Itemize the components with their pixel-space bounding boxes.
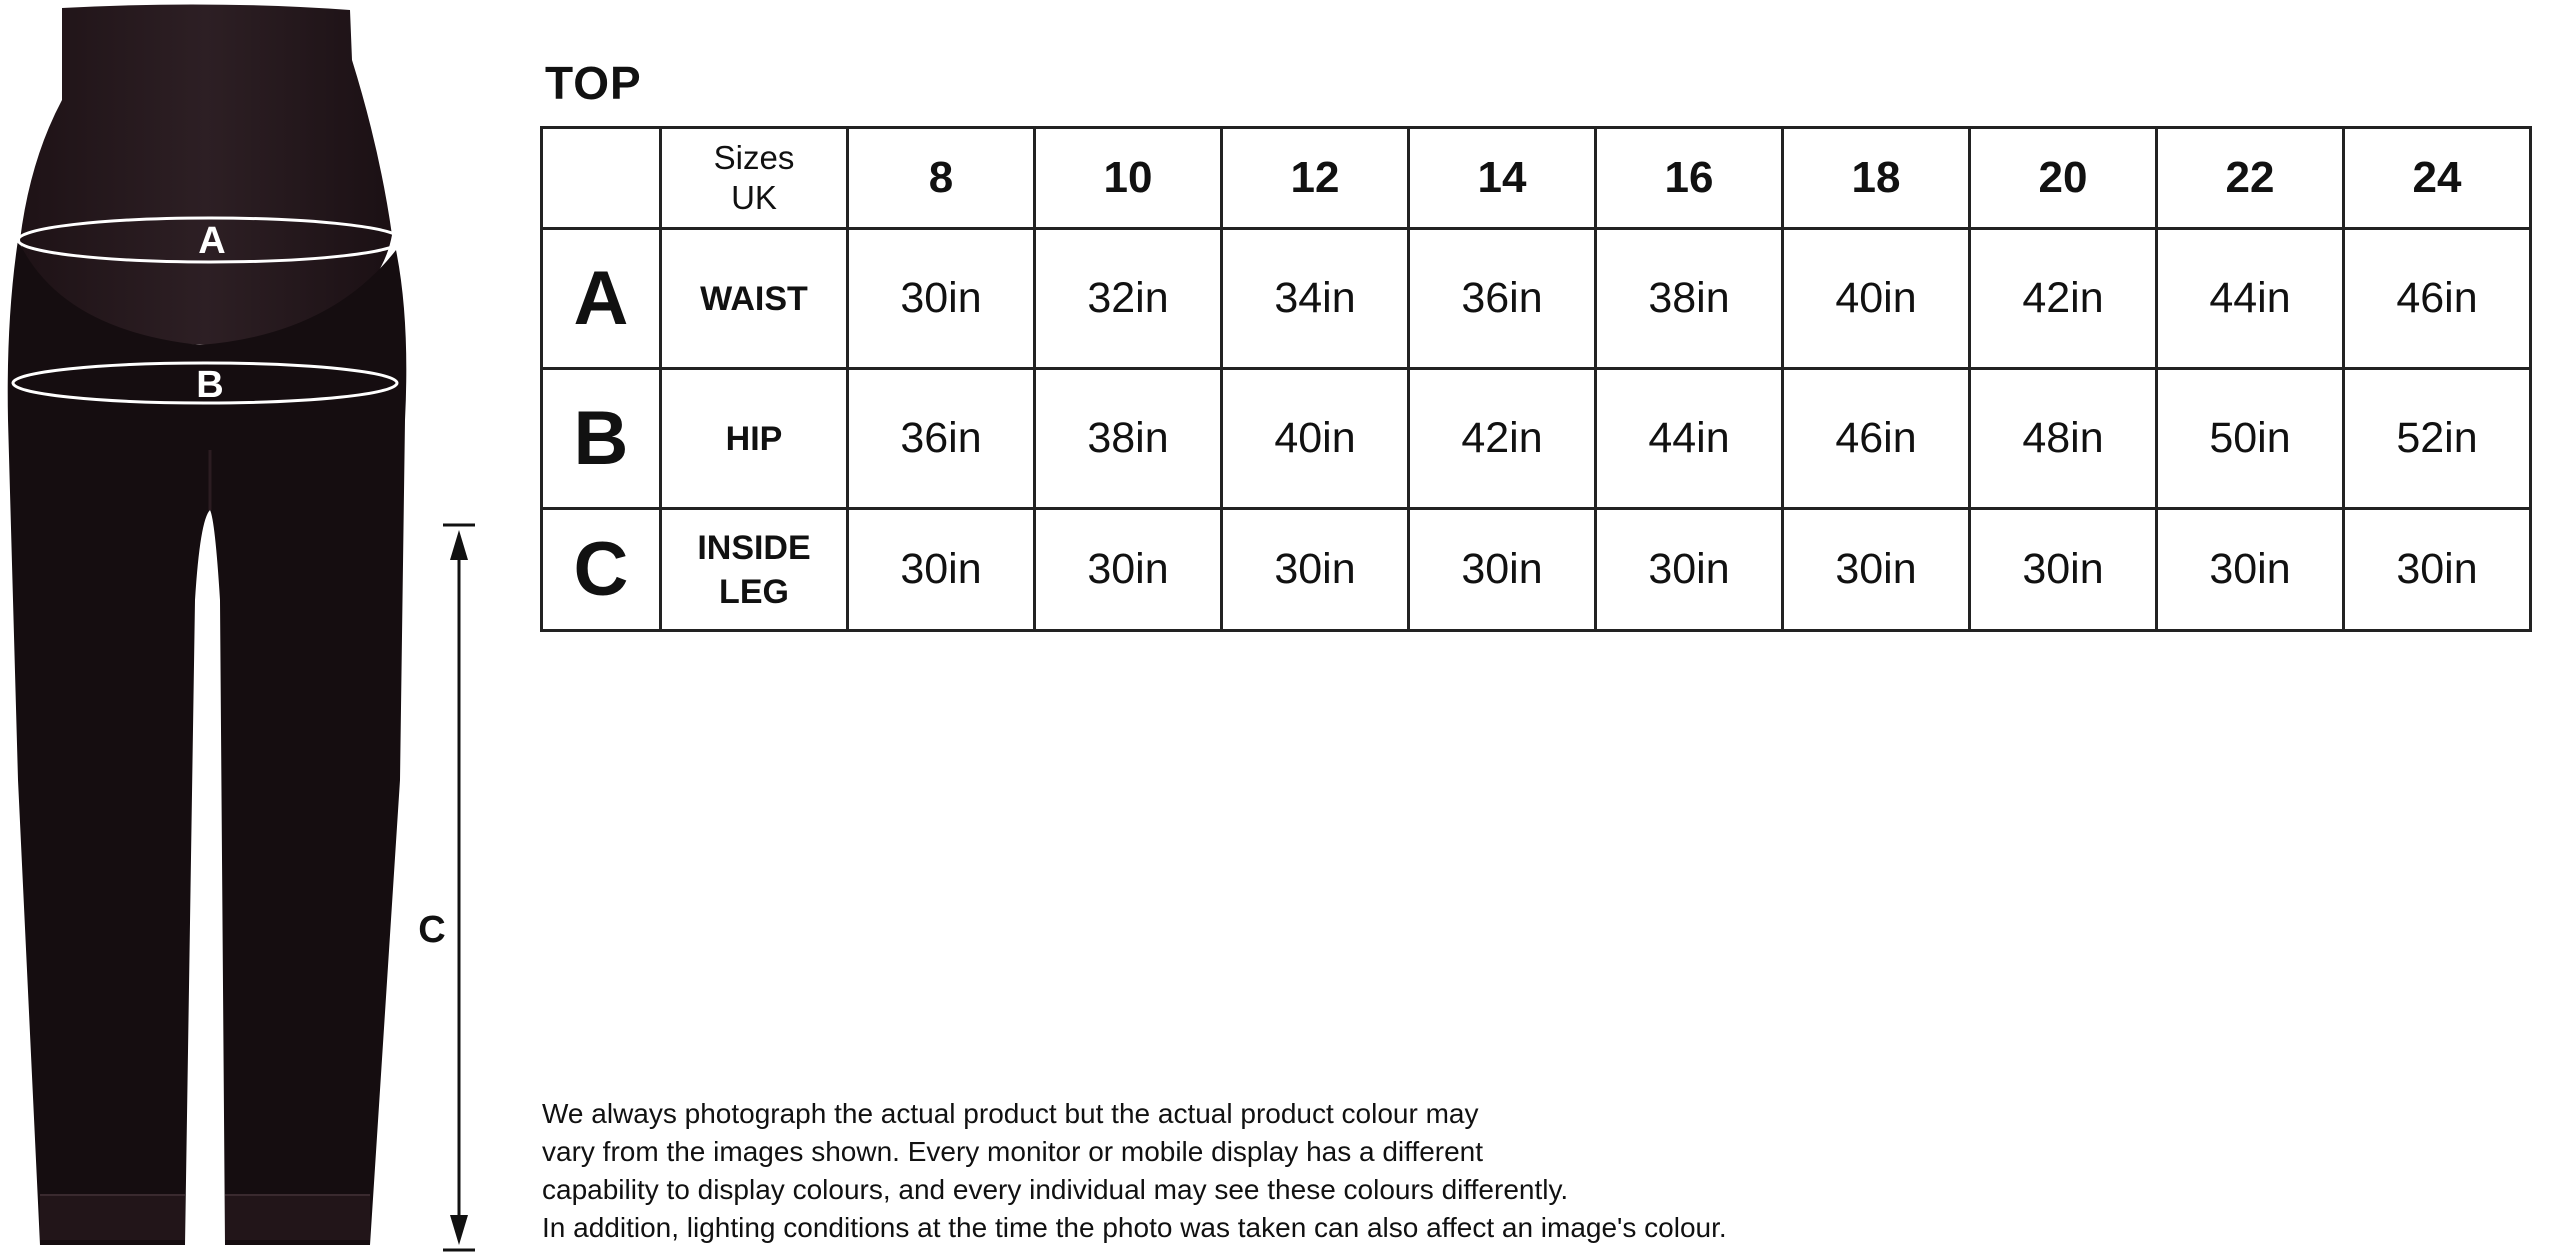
table-cell: 42in <box>1970 229 2157 369</box>
table-row-hip <box>542 369 2531 509</box>
table-cell: 40in <box>1222 369 1409 509</box>
corner-cell <box>542 128 661 229</box>
table-cell: 50in <box>2157 369 2344 509</box>
table-header-row <box>542 128 2531 229</box>
table-cell: 44in <box>1596 369 1783 509</box>
size-header: 24 <box>2344 128 2531 229</box>
size-header: 10 <box>1035 128 1222 229</box>
dimension-line-c <box>443 525 475 1250</box>
size-header: 8 <box>848 128 1035 229</box>
disclaimer-line: We always photograph the actual product but the actual product colour may <box>542 1098 1479 1129</box>
row-label: INSIDE LEG <box>661 509 848 631</box>
table-cell: 30in <box>848 229 1035 369</box>
row-label: WAIST <box>661 229 848 369</box>
table-cell: 30in <box>1222 509 1409 631</box>
product-image-trousers <box>0 0 500 1255</box>
colour-disclaimer <box>542 1095 1842 1247</box>
table-cell: 30in <box>1409 509 1596 631</box>
table-cell: 38in <box>1596 229 1783 369</box>
table-cell: 36in <box>848 369 1035 509</box>
dimension-label-c: C <box>418 909 446 951</box>
disclaimer-line: capability to display colours, and every individual may see these colours differently. <box>542 1174 1569 1205</box>
belly-band <box>20 4 392 345</box>
table-cell: 30in <box>848 509 1035 631</box>
table-cell: 52in <box>2344 369 2531 509</box>
size-header: 12 <box>1222 128 1409 229</box>
table-cell: 32in <box>1035 229 1222 369</box>
size-header: 18 <box>1783 128 1970 229</box>
table-cell: 34in <box>1222 229 1409 369</box>
size-chart-table <box>540 126 2532 632</box>
table-cell: 30in <box>1596 509 1783 631</box>
table-cell: 30in <box>2157 509 2344 631</box>
size-header: 16 <box>1596 128 1783 229</box>
table-cell: 46in <box>2344 229 2531 369</box>
table-cell: 30in <box>2344 509 2531 631</box>
table-cell: 30in <box>1970 509 2157 631</box>
table-cell: 40in <box>1783 229 1970 369</box>
table-cell: 44in <box>2157 229 2344 369</box>
table-title: TOP <box>545 57 642 109</box>
table-row-waist <box>542 229 2531 369</box>
measure-label-a: A <box>198 220 226 262</box>
row-label: HIP <box>661 369 848 509</box>
size-header: 14 <box>1409 128 1596 229</box>
table-cell: 36in <box>1409 229 1596 369</box>
table-cell: 46in <box>1783 369 1970 509</box>
table-cell: 30in <box>1035 509 1222 631</box>
table-cell: 48in <box>1970 369 2157 509</box>
disclaimer-line: vary from the images shown. Every monitor or mobile display has a different <box>542 1136 1484 1167</box>
table-cell: 30in <box>1783 509 1970 631</box>
size-header: 22 <box>2157 128 2344 229</box>
size-header: 20 <box>1970 128 2157 229</box>
sizes-uk-label: Sizes UK <box>713 139 795 216</box>
table-cell: 42in <box>1409 369 1596 509</box>
table-cell: 38in <box>1035 369 1222 509</box>
row-letter: B <box>542 369 661 509</box>
table-row-inside-leg <box>542 509 2531 631</box>
measure-label-b: B <box>196 364 224 406</box>
sizes-uk-header <box>661 128 848 229</box>
disclaimer-line: In addition, lighting conditions at the time the photo was taken can also affect an image's colour. <box>542 1212 1727 1243</box>
row-letter: A <box>542 229 661 369</box>
row-letter: C <box>542 509 661 631</box>
